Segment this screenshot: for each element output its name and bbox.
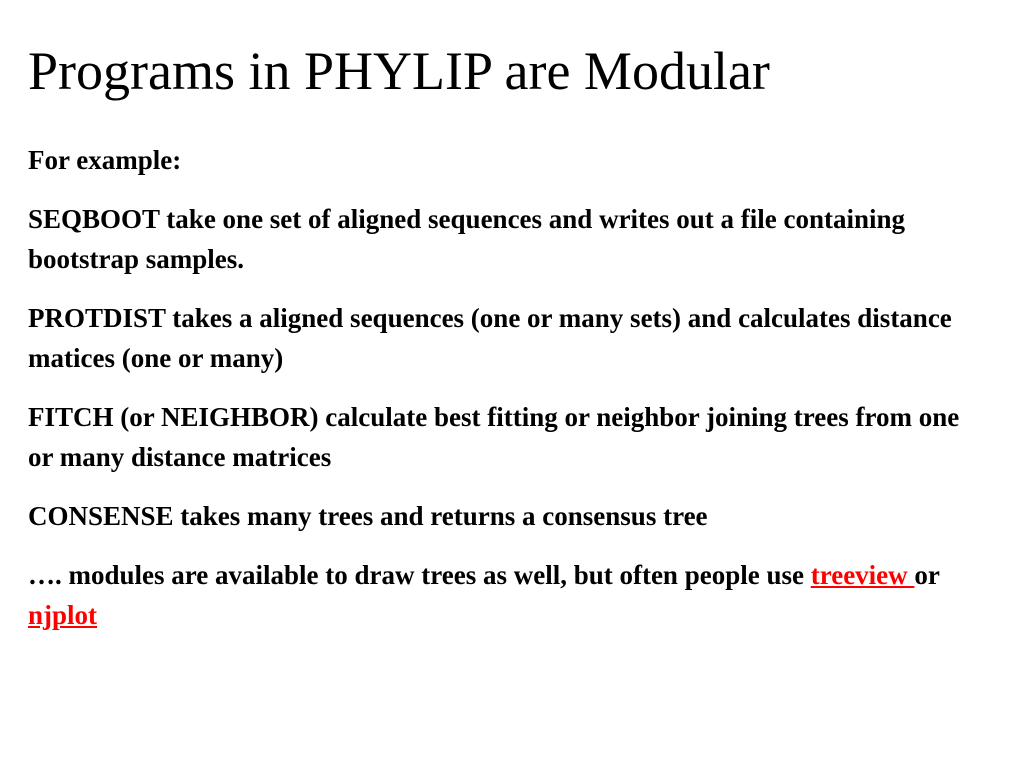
slide-title: Programs in PHYLIP are Modular [28, 41, 770, 101]
paragraph-closing [28, 555, 988, 635]
paragraph-seqboot: SEQBOOT take one set of aligned sequences and writes out a file containing bootstrap samples. [28, 204, 906, 274]
closing-text: …. modules are available to draw trees as well, but often people use [28, 560, 811, 590]
paragraph-consense: CONSENSE takes many trees and returns a consensus tree [28, 501, 708, 531]
slide-body [28, 140, 988, 654]
njplot-link[interactable]: njplot [28, 600, 98, 630]
paragraph-protdist: PROTDIST takes a aligned sequences (one or many sets) and calculates distance matices (one or many) [28, 303, 952, 373]
closing-middle-text: or [914, 560, 940, 590]
paragraph-fitch: FITCH (or NEIGHBOR) calculate best fitting or neighbor joining trees from one or many distance matrices [28, 402, 960, 472]
intro-text: For example: [28, 145, 182, 175]
treeview-link[interactable]: treeview [810, 560, 915, 590]
